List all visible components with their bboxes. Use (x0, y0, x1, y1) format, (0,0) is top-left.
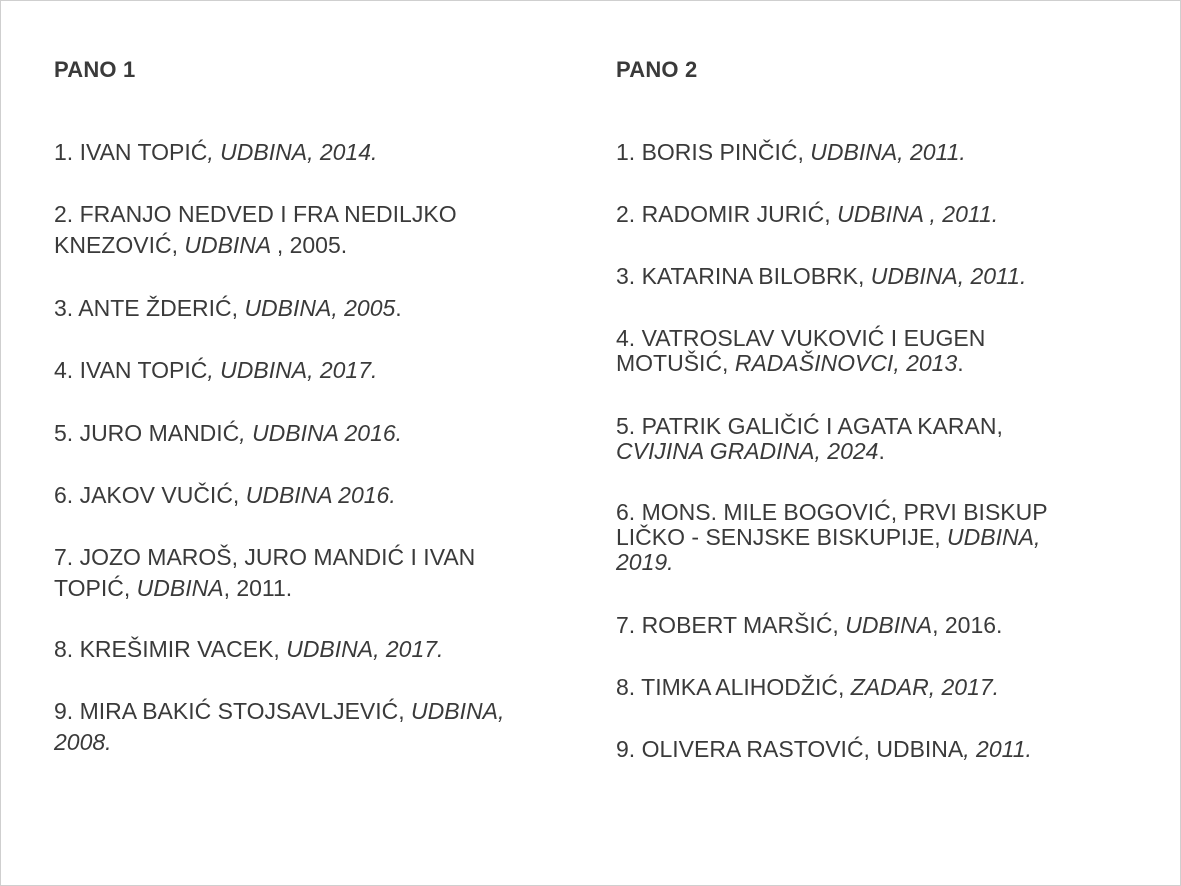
entry-place-text: UDBINA, (411, 698, 505, 724)
entry-author-text: 5. PATRIK GALIČIĆ I AGATA KARAN, (616, 413, 1003, 439)
entry-place-text: , UDBINA, 2017. (207, 357, 378, 383)
entry-place-text: UDBINA , 2011. (837, 201, 999, 227)
entry-author-text: 5. JURO MANDIĆ (54, 420, 240, 446)
entry-place-text: UDBINA, 2011. (870, 263, 1027, 289)
entry-author-text: MOTUŠIĆ, (616, 350, 735, 376)
panel-1-title: PANO 1 (54, 57, 136, 82)
entry-place-text: ZADAR (850, 674, 929, 700)
list-item (616, 610, 1002, 641)
list-item (54, 199, 457, 261)
entry-author-text: . (878, 438, 885, 464)
list-item (616, 500, 1048, 575)
entry-author-text: UDBINA (876, 736, 964, 762)
list-item (616, 261, 1026, 292)
list-item (54, 634, 443, 665)
entry-author-text: KNEZOVIĆ, (54, 232, 185, 258)
entry-author-text: 8. KREŠIMIR VACEK, (54, 636, 287, 662)
list-item (616, 199, 998, 230)
entry-place-text: UDBINA, 2005 (244, 295, 396, 321)
entry-place-text: CVIJINA GRADINA, 2024 (616, 438, 879, 464)
list-item (616, 734, 1032, 765)
entry-author-text: 4. VATROSLAV VUKOVIĆ I EUGEN (616, 325, 986, 351)
entry-place-text: , UDBINA, 2014. (207, 139, 378, 165)
entry-author-text: LIČKO - SENJSKE BISKUPIJE, (616, 524, 948, 550)
list-item (616, 414, 1003, 464)
entry-author-text: 7. JOZO MAROŠ, JURO MANDIĆ I IVAN (54, 544, 476, 570)
entry-author-text: 2. FRANJO NEDVED I FRA NEDILJKO (54, 201, 457, 227)
entry-author-text: 9. MIRA BAKIĆ STOJSAVLJEVIĆ, (54, 698, 412, 724)
entry-author-text: 3. KATARINA BILOBRK, (616, 263, 871, 289)
entry-place-text: UDBINA (136, 575, 224, 601)
entry-place-text: UDBINA, 2011. (810, 139, 966, 165)
list-item (54, 542, 475, 604)
entry-author-text: 2. RADOMIR JURIĆ, (616, 201, 838, 227)
list-item (54, 355, 377, 386)
list-item (616, 672, 999, 703)
entry-place-text: , UDBINA 2016. (239, 420, 403, 446)
entry-author-text: . (957, 350, 964, 376)
entry-author-text: , 2011. (223, 575, 293, 601)
entry-author-text: TOPIĆ, (54, 575, 137, 601)
entry-author-text: 7. ROBERT MARŠIĆ, (616, 612, 846, 638)
list-item (54, 418, 402, 449)
entry-place-text: , 2011. (963, 736, 1032, 762)
list-item (54, 137, 377, 168)
panel-2-title: PANO 2 (616, 57, 698, 82)
entry-place-text: RADAŠINOVCI, 2013 (734, 350, 958, 376)
entry-author-text: 1. BORIS PINČIĆ, (616, 139, 811, 165)
entry-author-text: 6. MONS. MILE BOGOVIĆ, PRVI BISKUP (616, 499, 1048, 525)
list-item (54, 293, 402, 324)
entry-place-text: , 2017. (928, 674, 1000, 700)
entry-author-text: 1. IVAN TOPIĆ (54, 139, 208, 165)
list-item (54, 696, 504, 758)
entry-place-text: UDBINA 2016. (245, 482, 396, 508)
entry-author-text: , 2016. (932, 612, 1003, 638)
entry-author-text: , 2005. (276, 232, 348, 258)
entry-place-text: UDBINA (184, 232, 277, 258)
entry-author-text: 8. TIMKA ALIHODŽIĆ, (616, 674, 851, 700)
entry-author-text: 4. IVAN TOPIĆ (54, 357, 208, 383)
entry-author-text: . (395, 295, 402, 321)
list-item (616, 137, 966, 168)
entry-author-text: 3. ANTE ŽDERIĆ, (54, 295, 245, 321)
entry-place-text: UDBINA, 2017. (286, 636, 444, 662)
list-item (616, 326, 985, 376)
entry-author-text: 6. JAKOV VUČIĆ, (54, 482, 246, 508)
list-item (54, 480, 396, 511)
entry-place-text: 2008. (54, 729, 112, 755)
entry-place-text: UDBINA, (947, 524, 1041, 550)
entry-author-text: 9. OLIVERA RASTOVIĆ, (616, 736, 877, 762)
entry-place-text: 2019. (616, 549, 674, 575)
entry-place-text: UDBINA (845, 612, 933, 638)
